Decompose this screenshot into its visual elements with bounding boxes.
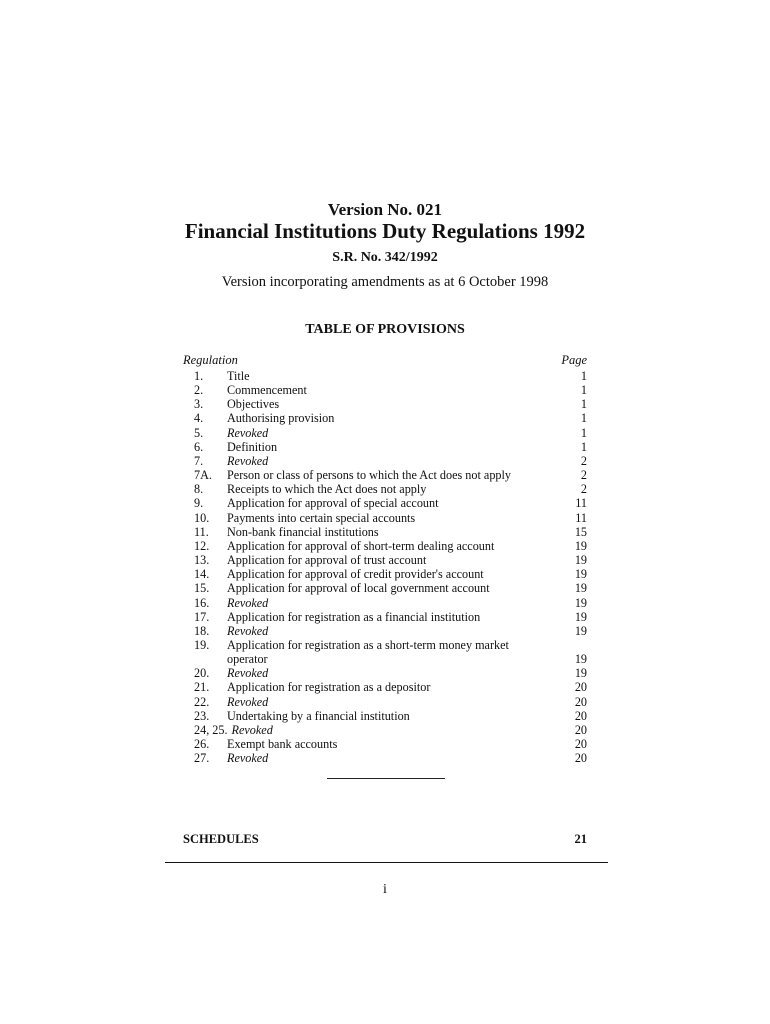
toc-entry-page: 19 — [574, 581, 587, 596]
page-number: i — [383, 882, 387, 897]
toc-entry-title: Revoked — [227, 623, 269, 638]
toc-entry — [183, 553, 587, 567]
toc-entry-title: Exempt bank accounts — [227, 737, 338, 752]
toc-entry — [183, 680, 587, 694]
toc-entry — [183, 411, 587, 425]
toc-entry-title: Revoked — [227, 694, 269, 709]
version-number: Version No. 021 — [327, 200, 443, 219]
toc-entry-title: Application for approval of credit provider's account — [227, 567, 484, 582]
toc-entry-number: 10. — [194, 510, 210, 525]
toc-entry-number: 4. — [194, 411, 204, 426]
toc-entry — [183, 737, 587, 751]
toc-entry — [183, 638, 587, 666]
toc-entry-number: 16. — [194, 595, 210, 610]
toc-entry-number: 23. — [194, 708, 210, 723]
toc-entry-title: Person or class of persons to which the Act does not apply — [227, 468, 511, 483]
toc-entry — [183, 383, 587, 397]
toc-entry-title: Application for approval of trust account — [227, 553, 427, 568]
toc-entry-number: 27. — [194, 751, 210, 766]
toc-entry — [183, 369, 587, 383]
toc-entry-page: 2 — [580, 453, 587, 468]
toc-entry-number: 11. — [194, 524, 209, 539]
statutory-rule-number: S.R. No. 342/1992 — [332, 250, 438, 265]
toc-entry-page: 19 — [574, 623, 587, 638]
toc-entry — [183, 482, 587, 496]
toc-entry-page: 1 — [580, 425, 587, 440]
toc-entry-number: 20. — [194, 666, 210, 681]
toc-entry-number: 24, 25. — [194, 722, 228, 737]
toc-entry-title: Authorising provision — [227, 411, 335, 426]
toc-entry-title: Title — [227, 369, 250, 383]
toc-entry-title: Application for approval of special account — [227, 496, 439, 511]
toc-entry — [183, 709, 587, 723]
toc-entry-number: 14. — [194, 567, 210, 582]
regulation-column-header: Regulation — [183, 353, 238, 367]
toc-entry-number: 1. — [194, 369, 204, 383]
toc-entry — [183, 454, 587, 468]
toc-entry — [183, 596, 587, 610]
toc-entry-number: 8. — [194, 482, 204, 497]
toc-entry-page: 20 — [574, 751, 587, 766]
toc-entry-page: 19 — [574, 567, 587, 582]
toc-entry — [183, 666, 587, 680]
section-divider — [327, 778, 445, 779]
toc-entry — [183, 624, 587, 638]
toc-entry-title: Revoked — [227, 595, 269, 610]
document-title: Financial Institutions Duty Regulations 1992 — [184, 219, 586, 243]
footer-rule — [165, 862, 608, 863]
toc-entry-title: Revoked — [227, 425, 269, 440]
toc-entry-title: Receipts to which the Act does not apply — [227, 482, 427, 497]
toc-entry-page: 19 — [574, 652, 587, 667]
toc-entry — [183, 723, 587, 737]
toc-entry-page: 20 — [574, 694, 587, 709]
toc-entry-page: 20 — [574, 737, 587, 752]
toc-entry-number: 22. — [194, 694, 210, 709]
toc-entry-title: Objectives — [227, 397, 280, 412]
toc-entry-number: 13. — [194, 553, 210, 568]
toc-entry-number: 15. — [194, 581, 210, 596]
toc-entry — [183, 496, 587, 510]
toc-entry-number: 12. — [194, 538, 210, 553]
toc-entry — [183, 525, 587, 539]
toc-entry — [183, 397, 587, 411]
toc-entry-page: 19 — [574, 666, 587, 681]
toc-entry-number: 17. — [194, 609, 210, 624]
toc-entry — [183, 511, 587, 525]
toc-entry-title: Commencement — [227, 383, 307, 398]
toc-entry-page: 19 — [574, 609, 587, 624]
toc-entry-page: 1 — [580, 411, 587, 426]
toc-entry-page: 15 — [574, 524, 587, 539]
toc-entry-number: 7. — [194, 453, 204, 468]
toc-entry — [183, 426, 587, 440]
toc-entry-title: Revoked — [227, 666, 269, 681]
toc-entry-page: 19 — [574, 538, 587, 553]
toc-entry-number: 7A. — [194, 468, 212, 483]
toc-entry-title: Revoked — [231, 722, 273, 737]
toc-entry-title: Application for approval of local government account — [227, 581, 490, 596]
toc-entry-title: Application for approval of short-term dealing account — [227, 538, 495, 553]
toc-entry — [183, 695, 587, 709]
toc-entry-number: 5. — [194, 425, 204, 440]
version-amendment-line: Version incorporating amendments as at 6 October 1998 — [221, 274, 549, 290]
toc-entry-title: Revoked — [227, 453, 269, 468]
toc-entry-page: 11 — [575, 510, 587, 525]
toc-entry-page: 1 — [580, 439, 587, 454]
toc-entry — [183, 581, 587, 595]
toc-entry-page: 20 — [574, 708, 587, 723]
toc-entry-number: 19. — [194, 637, 210, 652]
toc-entry — [183, 539, 587, 553]
toc-entry-title: Revoked — [227, 751, 269, 766]
toc-entry-page: 11 — [575, 496, 587, 511]
toc-entry — [183, 751, 587, 765]
toc-entry-number: 26. — [194, 737, 210, 752]
page-column-header: Page — [561, 353, 587, 367]
toc-entry-page: 19 — [574, 595, 587, 610]
toc-entry — [183, 468, 587, 482]
toc-entry-page: 1 — [580, 369, 587, 383]
toc-entry — [183, 610, 587, 624]
toc-entry-number: 21. — [194, 680, 210, 695]
toc-entry-number: 2. — [194, 383, 204, 398]
toc-entry-number: 18. — [194, 623, 210, 638]
toc-entry — [183, 567, 587, 581]
toc-entry-title: Undertaking by a financial institution — [227, 708, 410, 723]
toc-entry — [183, 440, 587, 454]
toc-entry-title: Application for registration as a financial institution — [227, 609, 481, 624]
table-of-provisions — [183, 369, 587, 765]
toc-entry-title: Definition — [227, 439, 278, 454]
toc-entry-page: 1 — [580, 397, 587, 412]
toc-entry-title: Application for registration as a short-term money market operator — [227, 637, 509, 667]
toc-entry-number: 9. — [194, 496, 204, 511]
toc-entry-title: Application for registration as a depositor — [227, 680, 431, 695]
schedules-label: SCHEDULES — [183, 832, 259, 846]
toc-entry-page: 2 — [580, 468, 587, 483]
toc-entry-page: 1 — [580, 383, 587, 398]
toc-heading: TABLE OF PROVISIONS — [305, 322, 465, 337]
toc-entry-page: 20 — [574, 722, 587, 737]
toc-entry-number: 3. — [194, 397, 204, 412]
toc-entry-number: 6. — [194, 439, 204, 454]
toc-entry-page: 20 — [574, 680, 587, 695]
toc-entry-page: 2 — [580, 482, 587, 497]
toc-entry-title: Non-bank financial institutions — [227, 524, 379, 539]
schedules-page-number: 21 — [574, 832, 587, 846]
toc-entry-title: Payments into certain special accounts — [227, 510, 416, 525]
toc-entry-page: 19 — [574, 553, 587, 568]
